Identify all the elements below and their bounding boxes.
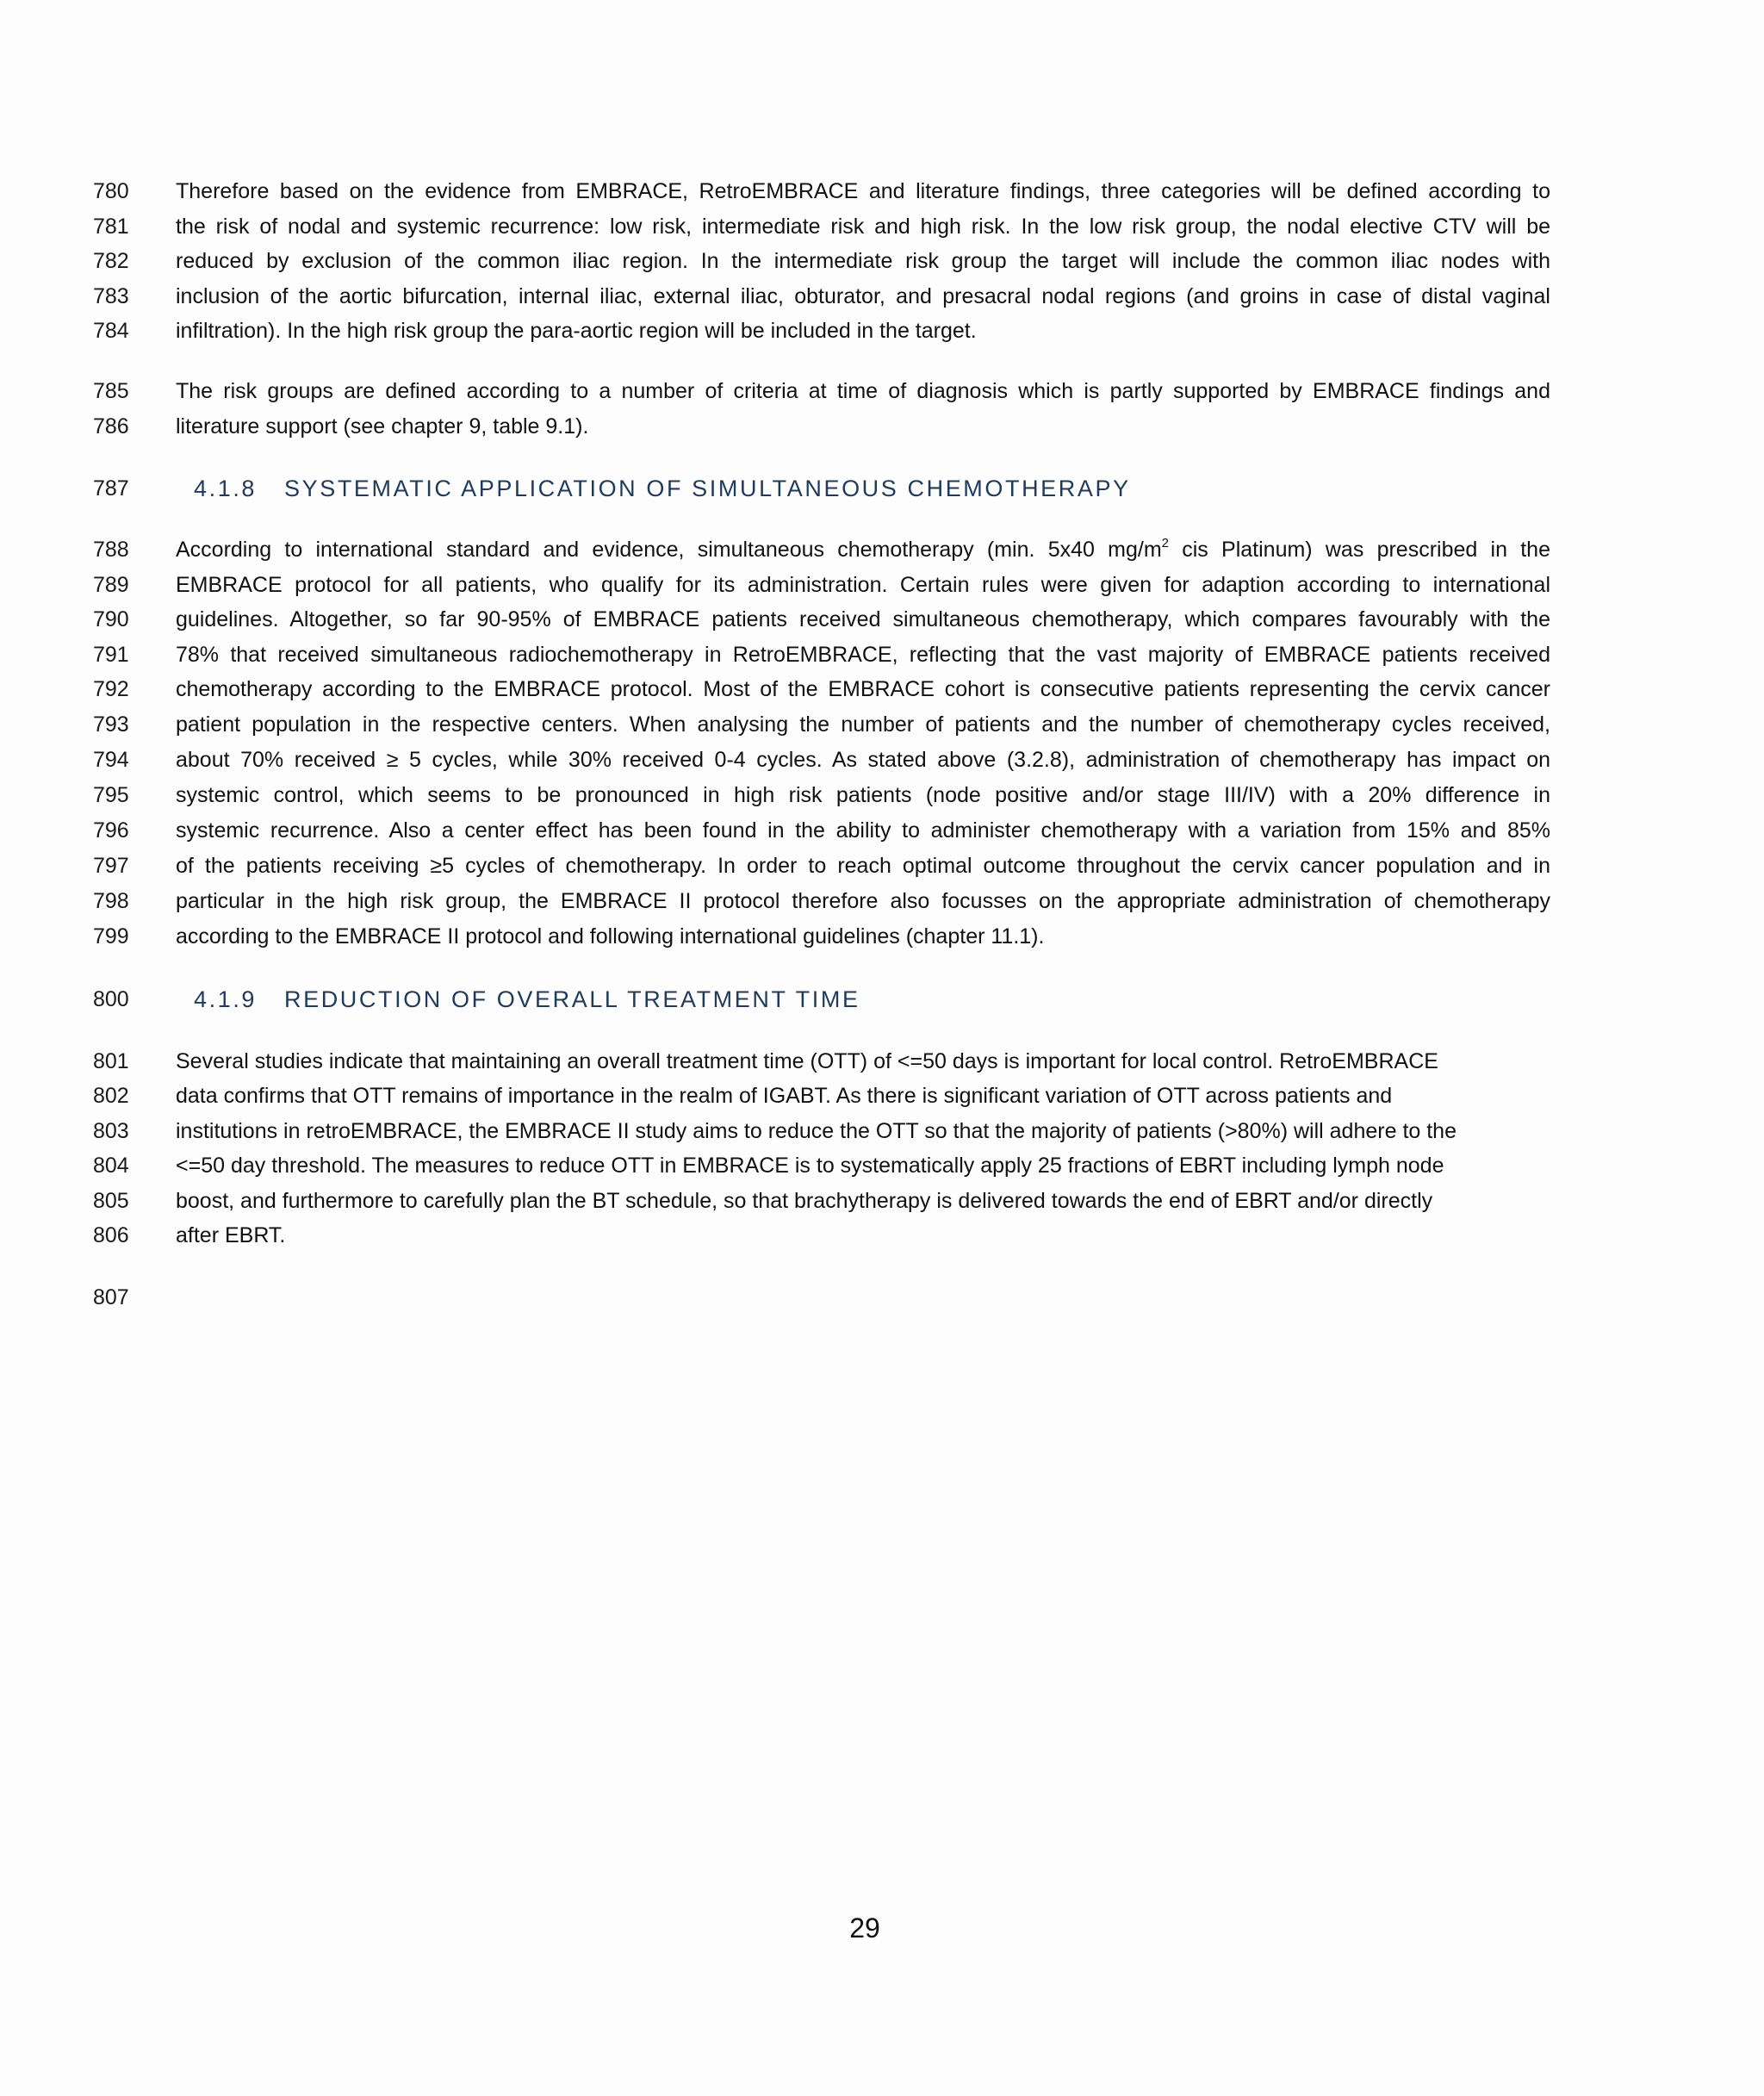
line-791 <box>0 638 1764 672</box>
body-text: boost, and furthermore to carefully plan the BT schedule, so that brachytherapy is delivered towards the end of EBRT and/or directly <box>176 1189 1433 1213</box>
line-806 <box>0 1218 1764 1253</box>
line-803 <box>0 1114 1764 1148</box>
line-number: 805 <box>93 1189 129 1213</box>
line-788 <box>0 532 1764 567</box>
body-text: the risk of nodal and systemic recurrence: low risk, intermediate risk and high risk. In the low risk group, the nodal elective CTV will be <box>176 215 1550 239</box>
line-number: 781 <box>93 215 129 239</box>
text-part: cis Platinum) was prescribed in the <box>1169 538 1550 562</box>
line-number: 796 <box>93 818 129 843</box>
body-text: according to the EMBRACE II protocol and following international guidelines (chapter 11.1). <box>176 924 1045 948</box>
line-number: 797 <box>93 854 129 878</box>
line-801 <box>0 1044 1764 1079</box>
body-text: Several studies indicate that maintaining an overall treatment time (OTT) of <=50 days is important for local control. RetroEMBRACE <box>176 1049 1438 1073</box>
line-797 <box>0 849 1764 883</box>
line-792 <box>0 672 1764 706</box>
body-text: data confirms that OTT remains of importance in the realm of IGABT. As there is significant variation of OTT across patients and <box>176 1084 1393 1108</box>
body-text: of the patients receiving ≥5 cycles of chemotherapy. In order to reach optimal outcome throughout the cervix cancer population and in <box>176 854 1550 878</box>
line-790 <box>0 602 1764 637</box>
section-heading-4-1-9 <box>194 982 860 1017</box>
section-number: 4.1.8 <box>194 476 258 501</box>
body-text: inclusion of the aortic bifurcation, internal iliac, external iliac, obturator, and presacral nodal regions (and groins in case of distal vaginal <box>176 284 1550 308</box>
line-800 <box>0 982 1764 1017</box>
line-787 <box>0 471 1764 506</box>
line-798 <box>0 884 1764 918</box>
line-number: 780 <box>93 179 129 203</box>
body-text: guidelines. Altogether, so far 90-95% of EMBRACE patients received simultaneous chemotherapy, which compares favourably with the <box>176 607 1550 631</box>
text-part: According to international standard and evidence, simultaneous chemotherapy (min. 5x40 mg/m <box>176 538 1162 562</box>
body-text: systemic recurrence. Also a center effect has been found in the ability to administer chemotherapy with a variation from 15% and 85% <box>176 818 1550 843</box>
body-text: reduced by exclusion of the common iliac region. In the intermediate risk group the target will include the common iliac nodes with <box>176 249 1550 273</box>
body-text: after EBRT. <box>176 1223 286 1247</box>
section-number: 4.1.9 <box>194 986 258 1012</box>
body-text: <=50 day threshold. The measures to reduce OTT in EMBRACE is to systematically apply 25 fractions of EBRT including lymph node <box>176 1154 1444 1178</box>
body-text: 78% that received simultaneous radiochemotherapy in RetroEMBRACE, reflecting that the vast majority of EMBRACE patients received <box>176 643 1550 667</box>
section-title: SYSTEMATIC APPLICATION OF SIMULTANEOUS CHEMOTHERAPY <box>284 476 1131 501</box>
body-text: patient population in the respective centers. When analysing the number of patients and the number of chemotherapy cycles received, <box>176 712 1550 737</box>
body-text: systemic control, which seems to be pronounced in high risk patients (node positive and/or stage III/IV) with a 20% difference in <box>176 783 1550 807</box>
section-title: REDUCTION OF OVERALL TREATMENT TIME <box>284 986 860 1012</box>
line-number: 795 <box>93 783 129 807</box>
line-785 <box>0 374 1764 408</box>
line-799 <box>0 919 1764 954</box>
body-text: The risk groups are defined according to a number of criteria at time of diagnosis which is partly supported by EMBRACE findings and <box>176 379 1550 403</box>
line-number: 793 <box>93 712 129 737</box>
body-text: particular in the high risk group, the EMBRACE II protocol therefore also focusses on the appropriate administration of chemotherapy <box>176 889 1550 913</box>
body-text: Therefore based on the evidence from EMBRACE, RetroEMBRACE and literature findings, three categories will be defined according to <box>176 179 1550 203</box>
body-text: about 70% received ≥ 5 cycles, while 30% received 0-4 cycles. As stated above (3.2.8), administration of chemotherapy has impact on <box>176 748 1550 772</box>
line-number: 803 <box>93 1119 129 1143</box>
body-text: chemotherapy according to the EMBRACE protocol. Most of the EMBRACE cohort is consecutive patients representing the cervix cancer <box>176 677 1550 701</box>
line-number: 791 <box>93 643 129 667</box>
line-number: 794 <box>93 748 129 772</box>
line-793 <box>0 707 1764 742</box>
line-786 <box>0 409 1764 444</box>
section-heading-4-1-8 <box>194 471 1131 506</box>
superscript: 2 <box>1161 536 1169 550</box>
line-780 <box>0 174 1764 208</box>
line-795 <box>0 778 1764 812</box>
line-number: 789 <box>93 573 129 597</box>
line-number: 783 <box>93 284 129 308</box>
page-number: 29 <box>849 1913 880 1944</box>
line-804 <box>0 1148 1764 1183</box>
body-text <box>176 532 1550 567</box>
line-number: 782 <box>93 249 129 273</box>
line-number: 806 <box>93 1223 129 1247</box>
body-text: infiltration). In the high risk group the para-aortic region will be included in the target. <box>176 319 977 343</box>
line-number: 784 <box>93 319 129 343</box>
line-789 <box>0 568 1764 602</box>
body-text: institutions in retroEMBRACE, the EMBRACE II study aims to reduce the OTT so that the majority of patients (>80%) will adhere to the <box>176 1119 1457 1143</box>
line-802 <box>0 1079 1764 1113</box>
line-796 <box>0 813 1764 848</box>
line-783 <box>0 279 1764 314</box>
line-number: 786 <box>93 414 129 438</box>
line-number: 788 <box>93 538 129 562</box>
line-number: 787 <box>93 476 129 501</box>
line-number: 800 <box>93 987 129 1011</box>
line-number: 799 <box>93 924 129 948</box>
body-text: literature support (see chapter 9, table 9.1). <box>176 414 589 438</box>
line-number: 804 <box>93 1154 129 1178</box>
line-number: 792 <box>93 677 129 701</box>
line-784 <box>0 314 1764 348</box>
line-number: 807 <box>93 1285 129 1309</box>
line-number: 802 <box>93 1084 129 1108</box>
line-794 <box>0 743 1764 777</box>
line-number: 801 <box>93 1049 129 1073</box>
line-807 <box>0 1280 1764 1315</box>
line-number: 798 <box>93 889 129 913</box>
line-781 <box>0 209 1764 244</box>
line-782 <box>0 244 1764 278</box>
line-number: 785 <box>93 379 129 403</box>
body-text: EMBRACE protocol for all patients, who qualify for its administration. Certain rules were given for adaption according to international <box>176 573 1550 597</box>
line-number: 790 <box>93 607 129 631</box>
line-805 <box>0 1184 1764 1218</box>
